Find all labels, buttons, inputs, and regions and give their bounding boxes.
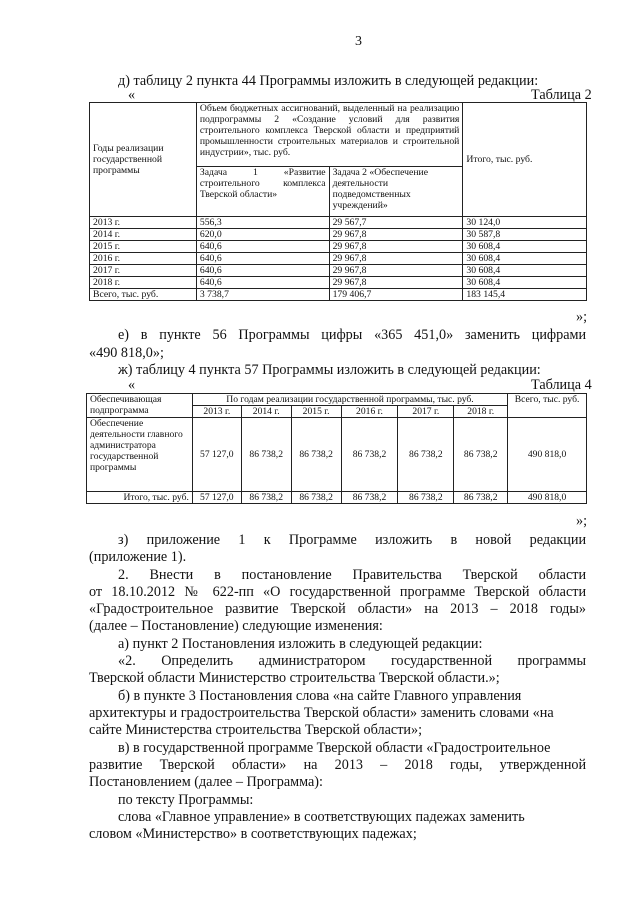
para2-line2: от 18.10.2012 № 622-пп «О государственной программе Тверской области: [89, 584, 587, 600]
table4-caption: Таблица 4: [531, 377, 592, 393]
table4-header-years: По годам реализации государственной программы, тыс. руб.: [192, 394, 507, 406]
words-line1: слова «Главное управление» в соответствующих падежах заменить: [118, 809, 525, 825]
item-v-line1: в) в государственной программе Тверской области «Градостроительное: [118, 740, 551, 756]
table-row: 2014 г. 620,0 29 967,8 30 587,8: [90, 229, 587, 241]
page-number: 3: [355, 34, 362, 49]
item-v-line3: Постановлением (далее – Программа):: [89, 774, 323, 790]
table2-header-task2: Задача 2 «Обеспечение деятельности подведомственных учреждений»: [329, 167, 463, 217]
item-a: а) пункт 2 Постановления изложить в следующей редакции:: [118, 636, 483, 652]
quote-close-1: »;: [576, 309, 588, 325]
quote2-line2: Тверской области Министерство строительства Тверской области.»;: [89, 670, 500, 686]
item-b-line2: архитектуры и градостроительства Тверской области» заменить словами «на: [89, 705, 554, 721]
quote-open-1: «: [128, 87, 136, 103]
table-row: 2015 г. 640,6 29 967,8 30 608,4: [90, 241, 587, 253]
table2-header-total: Итого, тыс. руб.: [463, 103, 587, 217]
table-4: Обеспечивающая подпрограмма По годам реализации государственной программы, тыс. руб. Всего, тыс. руб. 2013 г. 2014 г. 2015 г. 2016 г. 2017 г. 2018 г. Обеспечение деятельности главного администратора государственной программы 57 127,0 86 738,2 86 738,2 86 738,2 86 738,2 86 738,2 490 818,0 Итого, тыс. руб. 57 127,0 86 738,2 86 738,2 86 738,2 86 738,2 86 738,2 490 818,0: [86, 393, 587, 504]
table-2: [89, 102, 587, 301]
table4-sum-row: Итого, тыс. руб. 57 127,0 86 738,2 86 738,2 86 738,2 86 738,2 86 738,2 490 818,0: [87, 492, 587, 504]
item-v-line2: развитие Тверской области» на 2013 – 2018 годы, утвержденной: [89, 757, 587, 773]
item-b-line3: сайте Министерства строительства Тверской области»;: [89, 722, 423, 738]
words-line2: словом «Министерство» в соответствующих падежах;: [89, 826, 417, 842]
quote2-line1: «2. Определить администратором государственной программы: [118, 653, 587, 669]
quote-close-2: »;: [576, 513, 588, 529]
table-row: 2017 г. 640,6 29 967,8 30 608,4: [90, 265, 587, 277]
item-d: д) таблицу 2 пункта 44 Программы изложить в следующей редакции:: [118, 73, 539, 89]
table-row: Обеспечение деятельности главного администратора государственной программы 57 127,0 86 738,2 86 738,2 86 738,2 86 738,2 86 738,2 490 818,0: [87, 418, 587, 492]
text-label: по тексту Программы:: [118, 792, 254, 808]
table2-header-task1: Задача 1 «Развитие строительного комплекса Тверской области»: [196, 167, 329, 217]
table2-caption: Таблица 2: [531, 87, 592, 103]
para2-line4: (далее – Постановление) следующие изменения:: [89, 618, 383, 634]
table-row: 2013 г. 556,3 29 567,7 30 124,0: [90, 217, 587, 229]
table-row: 2018 г. 640,6 29 967,8 30 608,4: [90, 277, 587, 289]
para2-line1: 2. Внести в постановление Правительства Тверской области: [118, 567, 587, 583]
item-e-line2: «490 818,0»;: [89, 345, 164, 361]
item-z-line2: (приложение 1).: [89, 549, 187, 565]
table2-sum-row: Всего, тыс. руб. 3 738,7 179 406,7 183 145,4: [90, 289, 587, 301]
table2-header-years: Годы реализации государственной программы: [90, 103, 197, 217]
table2-header-budget: Объем бюджетных ассигнований, выделенный на реализацию подпрограммы 2 «Создание условий для развития строительного комплекса Тверской области и предприятий промышленности строительных материалов и строительной индустрии», тыс. руб.: [196, 103, 463, 167]
para2-line3: «Градостроительное развитие Тверской области» на 2013 – 2018 годы»: [89, 601, 587, 617]
item-z-line1: з) приложение 1 к Программе изложить в новой редакции: [118, 532, 587, 548]
item-zh: ж) таблицу 4 пункта 57 Программы изложить в следующей редакции:: [118, 362, 541, 378]
table-row: 2016 г. 640,6 29 967,8 30 608,4: [90, 253, 587, 265]
table4-header-sub: Обеспечивающая подпрограмма: [87, 394, 193, 418]
table4-header-total: Всего, тыс. руб.: [508, 394, 587, 418]
item-e-line1: е) в пункте 56 Программы цифры «365 451,0» заменить цифрами: [118, 327, 587, 343]
item-b-line1: б) в пункте 3 Постановления слова «на сайте Главного управления: [118, 688, 522, 704]
quote-open-2: «: [128, 377, 136, 393]
